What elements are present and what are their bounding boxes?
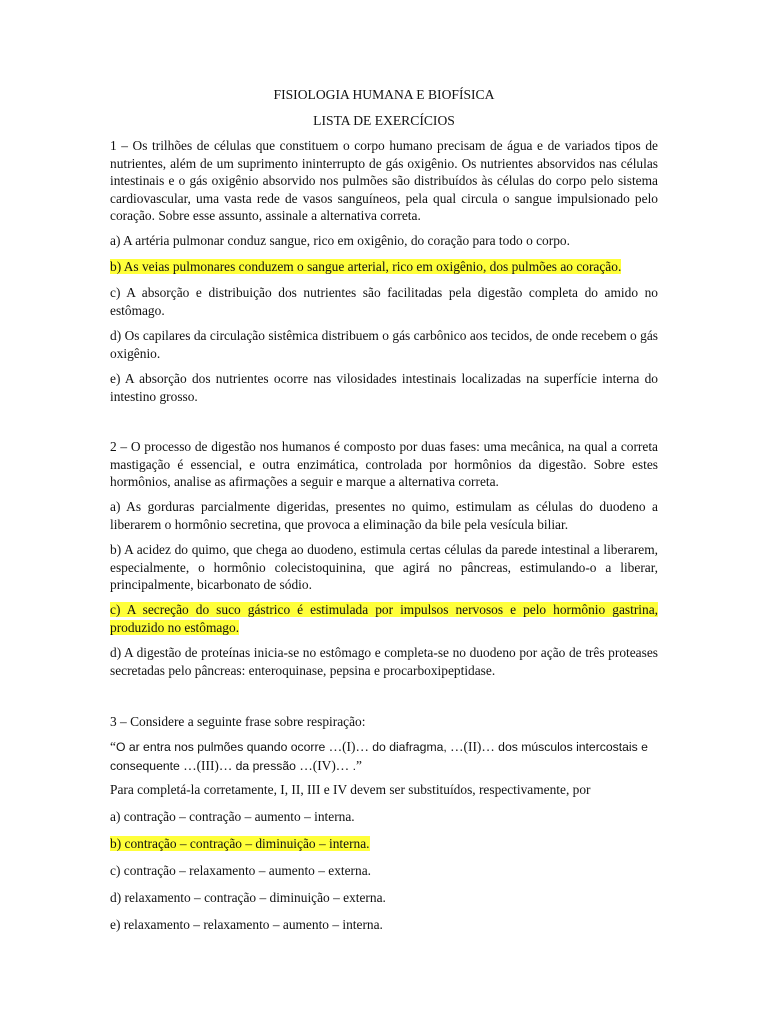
question-2-option-d: d) A digestão de proteínas inicia-se no estômago e completa-se no duodeno por ação de três proteases secretadas pelo pâncreas: enteroquinase, pepsina e procarboxipeptidase. (110, 645, 658, 678)
question-3-option-e: e) relaxamento – relaxamento – aumento – interna. (110, 917, 383, 932)
blank-ii: …(II)… (450, 739, 495, 754)
question-1-option-c: c) A absorção e distribuição dos nutrientes são facilitadas pela digestão completa do amido no estômago. (110, 285, 658, 318)
document-subtitle: LISTA DE EXERCÍCIOS (313, 113, 455, 128)
question-1-option-d: d) Os capilares da circulação sistêmica distribuem o gás carbônico aos tecidos, de onde recebem o gás oxigênio. (110, 328, 658, 361)
question-3-option-b (110, 835, 658, 853)
answer-highlight: b) As veias pulmonares conduzem o sangue arterial, rico em oxigênio, dos pulmões ao coração. (110, 259, 622, 274)
blank-i: …(I)… (328, 739, 369, 754)
blank-iii: …(III)… (183, 757, 233, 773)
question-3-option-c: c) contração – relaxamento – aumento – externa. (110, 863, 371, 878)
question-3-quote: “O ar entra nos pulmões quando ocorre …(I)… do diafragma, …(II)… dos músculos intercostais e consequente …(III)… da pressão …(IV)… .” (110, 739, 648, 773)
blank-iv: …(IV)… (299, 757, 350, 773)
answer-highlight: c) A secreção do suco gástrico é estimulada por impulsos nervosos e pelo hormônio gastrina, produzido no estômago. (110, 602, 658, 635)
question-1-option-e: e) A absorção dos nutrientes ocorre nas vilosidades intestinais localizadas na superfície interna do intestino grosso. (110, 371, 658, 404)
question-2-option-b: b) A acidez do quimo, que chega ao duodeno, estimula certas células da parede intestinal a liberarem, especialmente, o hormônio colecistoquinina, que agirá no pâncreas, estimulando-o a liberar, principalmente, bicarbonato de sódio. (110, 542, 658, 593)
answer-highlight: b) contração – contração – diminuição – interna. (110, 836, 370, 851)
question-2-option-a: a) As gorduras parcialmente digeridas, presentes no quimo, estimulam as células do duodeno a liberarem o hormônio secretina, que provoca a eliminação da bile pela vesícula biliar. (110, 499, 658, 532)
question-1-option-b (110, 258, 658, 276)
question-2-option-c (110, 601, 658, 636)
question-3-instruction: Para completá-la corretamente, I, II, III e IV devem ser substituídos, respectivamente, por (110, 782, 591, 797)
question-3-option-d: d) relaxamento – contração – diminuição – externa. (110, 890, 386, 905)
question-1-option-a: a) A artéria pulmonar conduz sangue, rico em oxigênio, do coração para todo o corpo. (110, 233, 570, 248)
question-1-stem: 1 – Os trilhões de células que constituem o corpo humano precisam de água e de variados tipos de nutrientes, além de um suprimento ininterrupto de gás oxigênio. Os nutrientes absorvidos nas células intestinais e o gás oxigênio absorvido nos pulmões são distribuídos às células do corpo pelo sistema cardiovascular, uma vasta rede de vasos sanguíneos, pela qual circula o sangue impulsionado pelo coração. Sobre esse assunto, assinale a alternativa correta. (110, 138, 658, 224)
question-3-stem: 3 – Considere a seguinte frase sobre respiração: (110, 714, 366, 729)
document-title: FISIOLOGIA HUMANA E BIOFÍSICA (273, 87, 495, 102)
question-3-option-a: a) contração – contração – aumento – interna. (110, 809, 355, 824)
question-2-stem: 2 – O processo de digestão nos humanos é composto por duas fases: uma mecânica, na qual a correta mastigação é essencial, e outra enzimática, controlada por hormônios da digestão. Sobre estes hormônios, analise as afirmações a seguir e marque a alternativa correta. (110, 439, 658, 490)
